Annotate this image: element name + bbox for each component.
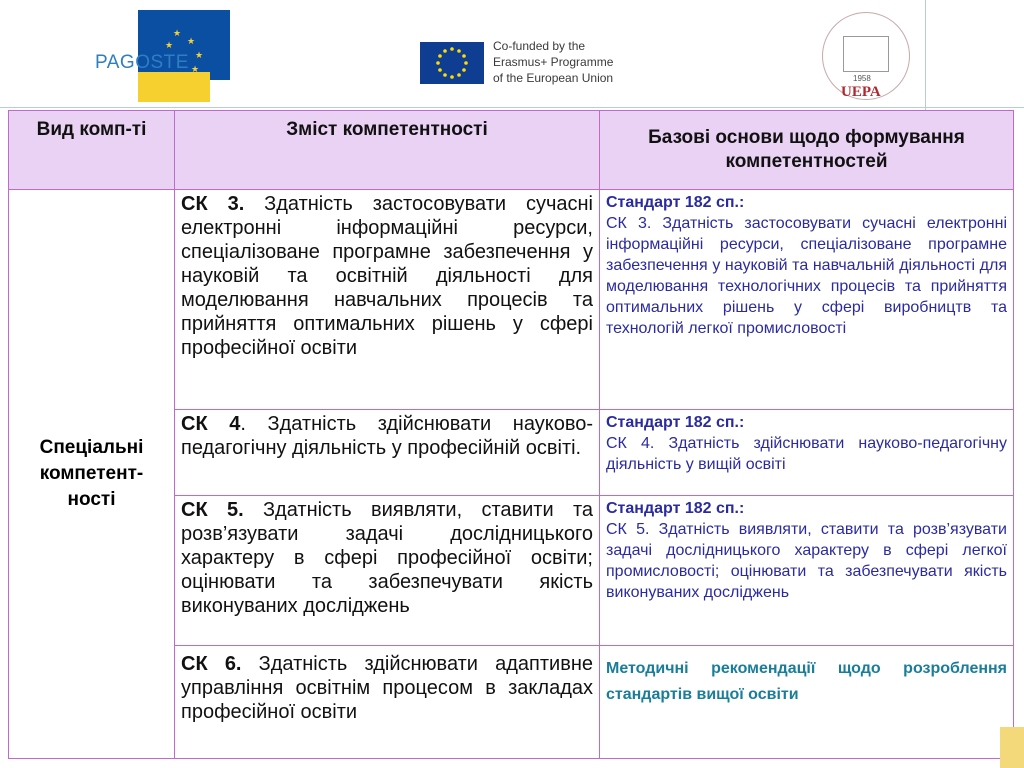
competency-table — [8, 110, 1014, 759]
base-cell — [600, 410, 1014, 496]
content-cell — [175, 496, 600, 646]
header-base: Базові основи щодо формування компетентностей — [600, 111, 1014, 190]
uepa-label: UEPA — [841, 84, 881, 100]
competency-text: . Здатність здійснювати науково-педагогічну діяльність у професійній освіті. — [181, 413, 593, 459]
divider-horizontal — [0, 107, 1024, 108]
competency-text: Здатність виявляти, ставити та розв’язувати задачі дослідницького характеру в сфері професійної освіти; оцінювати та забезпечувати якість виконуваних досліджень — [181, 499, 593, 617]
erasmus-logo — [420, 38, 660, 90]
competency-text: Здатність здійснювати адаптивне управління освітнім процесом в закладах професійної освіти — [181, 653, 593, 723]
standard-label: Стандарт 182 сп.: — [606, 500, 745, 517]
eu-text-line-1: Co-funded by the — [493, 39, 586, 53]
content-cell — [175, 410, 600, 496]
uepa-logo — [818, 12, 913, 104]
competency-text: Здатність застосовувати сучасні електронні інформаційні ресурси, спеціалізоване програмне забезпечення у науковій та освітній діяльності для моделювання навчальних процесів та прийняття оптимальних рішень у сфері професійної освіти — [181, 193, 593, 359]
competency-code: СК 5. — [181, 499, 244, 521]
standard-label: Стандарт 182 сп.: — [606, 414, 745, 431]
building-icon — [843, 36, 889, 72]
base-text: СК 5. Здатність виявляти, ставити та розв’язувати задачі дослідницького характеру в сфері легкої промисловості; оцінювати та забезпечувати якість виконуваних досліджень — [606, 521, 1007, 601]
competency-code: СК 6. — [181, 653, 242, 675]
base-text: Методичні рекомендації щодо розроблення стандартів вищої освіти — [606, 660, 1007, 703]
competency-code: СК 3. — [181, 193, 245, 215]
kind-label: Спеціальні компетент-ності — [39, 437, 144, 510]
content-cell — [175, 190, 600, 410]
pagoste-label: PAGOSTE — [95, 52, 189, 73]
base-cell — [600, 646, 1014, 759]
base-cell — [600, 496, 1014, 646]
eu-text-line-3: of the European Union — [493, 71, 614, 85]
pagoste-logo: ★ ★ ★ ★ ★ PAGOSTE — [95, 10, 230, 102]
kind-cell — [9, 190, 175, 759]
slide-corner-accent — [1000, 727, 1024, 768]
table-header-row — [9, 111, 1014, 190]
divider-vertical — [925, 0, 926, 110]
base-cell — [600, 190, 1014, 410]
content-cell — [175, 646, 600, 759]
header-content: Зміст компетентності — [175, 111, 600, 190]
standard-label: Стандарт 182 сп.: — [606, 194, 745, 211]
table-row — [9, 190, 1014, 410]
uepa-year: 1958 — [853, 74, 871, 83]
base-text: СК 4. Здатність здійснювати науково-педагогічну діяльність у вищій освіті — [606, 435, 1007, 473]
eu-flag-icon — [420, 42, 484, 84]
base-text: СК 3. Здатність застосовувати сучасні електронні інформаційні ресурси, спеціалізоване програмне забезпечення у науковій та навчальній діяльності для моделювання технологічних процесів та прийняття оптимальних рішень у сфері виробництв та технологій легкої промисловості — [606, 215, 1007, 337]
eu-text-line-2: Erasmus+ Programme — [493, 55, 614, 69]
competency-code: СК 4 — [181, 413, 241, 435]
slide-header — [0, 0, 1024, 110]
header-kind: Вид комп-ті — [9, 111, 175, 190]
